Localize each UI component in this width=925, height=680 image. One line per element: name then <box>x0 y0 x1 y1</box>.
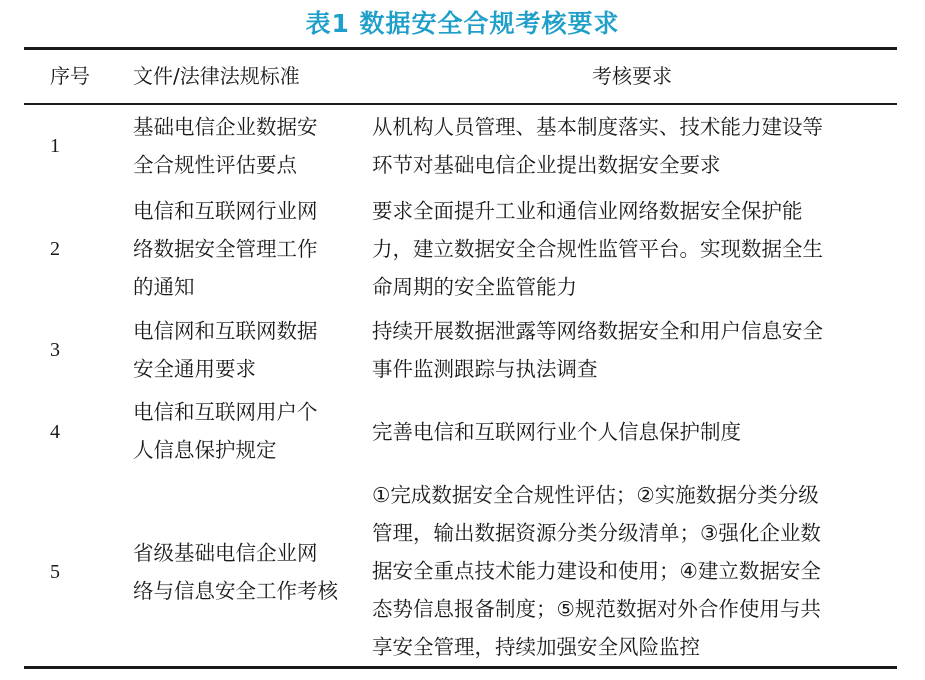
header-no: 序号 <box>50 64 90 88</box>
row-1-requirement <box>372 108 897 184</box>
row-4-document <box>133 393 363 469</box>
row-5-requirement-line: 享安全管理，持续加强安全风险监控 <box>372 635 700 659</box>
row-5-requirement-line: 据安全重点技术能力建设和使用；④建立数据安全 <box>372 559 821 583</box>
row-1-no: 1 <box>50 135 60 157</box>
row-5-requirement <box>372 476 897 666</box>
row-2-document-line: 电信和互联网行业网 <box>133 199 318 223</box>
row-4-requirement <box>372 413 897 451</box>
row-5-requirement-line: ①完成数据安全合规性评估；②实施数据分类分级 <box>372 483 819 507</box>
row-1-requirement-line: 环节对基础电信企业提出数据安全要求 <box>372 153 721 177</box>
row-2-requirement-line: 命周期的安全监管能力 <box>372 275 577 299</box>
row-5-document-line: 络与信息安全工作考核 <box>133 579 338 603</box>
table-title: 表1 数据安全合规考核要求 <box>305 9 620 38</box>
row-3-document-line: 安全通用要求 <box>133 357 256 381</box>
row-4-requirement-line: 完善电信和互联网行业个人信息保护制度 <box>372 420 741 444</box>
header-rule <box>24 103 897 105</box>
row-3-document <box>133 312 363 388</box>
row-5-requirement-line: 管理，输出数据资源分类分级清单；③强化企业数 <box>372 521 821 545</box>
row-2-requirement-line: 要求全面提升工业和通信业网络数据安全保护能 <box>372 199 803 223</box>
row-2-document-line: 的通知 <box>133 275 195 299</box>
row-5-requirement-line: 态势信息报备制度；⑤规范数据对外合作使用与共 <box>372 597 821 621</box>
row-2-requirement-line: 力，建立数据安全合规性监管平台。实现数据全生 <box>372 237 823 261</box>
table-bottom-rule <box>24 666 897 669</box>
row-3-no: 3 <box>50 339 60 361</box>
row-1-document-line: 基础电信企业数据安 <box>133 115 318 139</box>
row-1-document-line: 全合规性评估要点 <box>133 153 297 177</box>
row-1-requirement-line: 从机构人员管理、基本制度落实、技术能力建设等 <box>372 115 823 139</box>
row-3-requirement <box>372 312 897 388</box>
row-2-no: 2 <box>50 238 60 260</box>
row-3-document-line: 电信网和互联网数据 <box>133 319 318 343</box>
row-3-requirement-line: 持续开展数据泄露等网络数据安全和用户信息安全 <box>372 319 823 343</box>
row-2-document-line: 络数据安全管理工作 <box>133 237 318 261</box>
row-5-no: 5 <box>50 561 60 583</box>
row-1-document <box>133 108 363 184</box>
row-4-no: 4 <box>50 421 60 443</box>
row-3-requirement-line: 事件监测跟踪与执法调查 <box>372 357 598 381</box>
row-2-document <box>133 192 363 306</box>
row-5-document-line: 省级基础电信企业网 <box>133 541 318 565</box>
row-4-document-line: 电信和互联网用户个 <box>133 400 318 424</box>
header-requirement: 考核要求 <box>592 64 672 88</box>
row-4-document-line: 人信息保护规定 <box>133 438 277 462</box>
header-document: 文件/法律法规标准 <box>133 64 300 88</box>
row-5-document <box>133 534 363 610</box>
row-2-requirement <box>372 192 897 306</box>
